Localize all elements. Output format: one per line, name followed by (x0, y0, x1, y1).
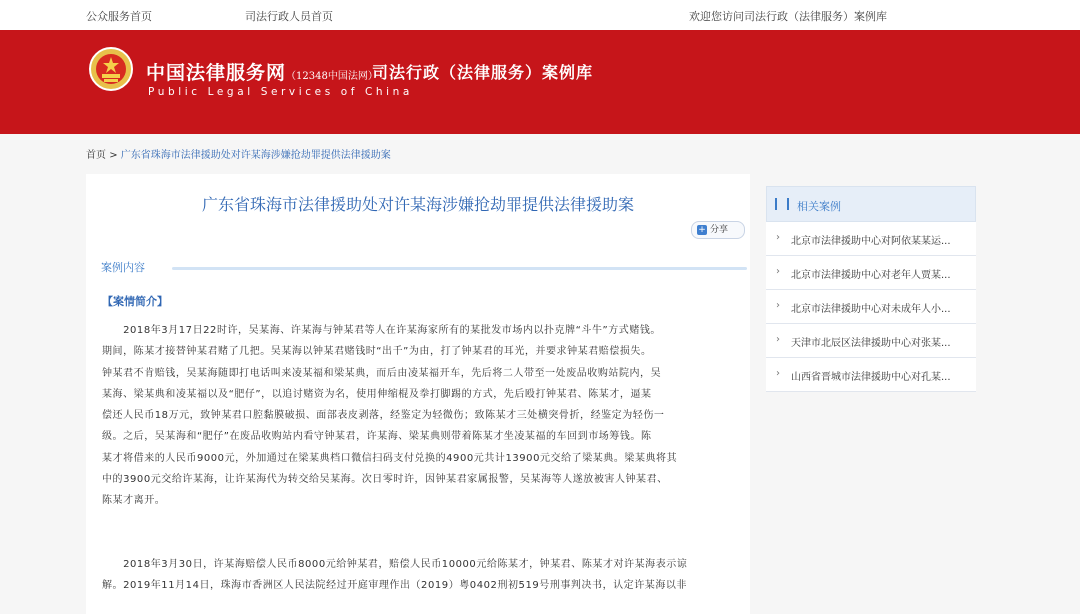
article-panel (86, 174, 750, 614)
text-line: 某海、梁某典和凌某福以及“肥仔”，以追讨赌资为名，使用伸缩棍及拳打脚踢的方式，先后殴打钟某君、陈某才，逼某 (102, 388, 652, 400)
chevron-right-icon: › (776, 368, 780, 379)
share-button[interactable] (691, 221, 745, 239)
text-line: 某才将借来的人民币9000元，外加通过在梁某典档口微信扫码支付兑换的4900元共计13900元交给了梁某典。梁某典将其 (102, 452, 678, 464)
share-plus-icon: + (698, 225, 706, 235)
related-cases-title: 相关案例 (797, 200, 841, 213)
related-case-item[interactable] (766, 324, 976, 358)
related-cases-header (766, 186, 976, 222)
related-case-link[interactable]: 山西省晋城市法律援助中心对孔某... (791, 372, 951, 383)
section-label: 案例内容 (101, 261, 145, 274)
related-case-link[interactable]: 北京市法律援助中心对老年人贾某... (791, 270, 951, 281)
breadcrumb-home[interactable]: 首页 (86, 150, 106, 161)
related-case-item[interactable] (766, 358, 976, 392)
case-intro-heading: 【案情简介】 (102, 295, 168, 308)
text-line: 期间，陈某才接替钟某君赌了几把。吴某海以钟某君赌钱时“出千”为由，打了钟某君的耳光，并要求钟某君赔偿损失。 (102, 346, 652, 358)
paragraph-1 (102, 320, 738, 512)
site-subtitle: 司法行政（法律服务）案例库 (372, 63, 594, 82)
site-name-sub: （12348中国法网） (286, 71, 378, 82)
share-label: 分享 (710, 225, 729, 235)
public-home-link[interactable]: 公众服务首页 (86, 10, 152, 23)
related-case-item[interactable] (766, 290, 976, 324)
national-emblem-icon (88, 46, 134, 92)
breadcrumb (86, 146, 391, 161)
site-name[interactable]: 中国法律服务网（12348中国法网） (146, 62, 378, 84)
text-line: 2018年3月30日，许某海赔偿人民币8000元给钟某君，赔偿人民币10000元给陈某才，钟某君、陈某才对许某海表示谅 (102, 559, 688, 570)
staff-home-link[interactable]: 司法行政人员首页 (245, 10, 333, 23)
related-case-link[interactable]: 天津市北辰区法律援助中心对张某... (791, 338, 951, 349)
chevron-right-icon: › (776, 232, 780, 243)
related-case-item[interactable] (766, 222, 976, 256)
breadcrumb-separator: > (109, 150, 118, 161)
related-case-link[interactable]: 北京市法律援助中心对未成年人小... (791, 304, 951, 315)
top-bar (0, 0, 1080, 30)
text-line: 解。2019年11月14日，珠海市香洲区人民法院经过开庭审理作出（2019）粤0402刑初519号刑事判决书，认定许某海以非 (102, 580, 687, 592)
article-title: 广东省珠海市法律援助处对许某海涉嫌抢劫罪提供法律援助案 (201, 195, 634, 214)
text-line: 级。之后，吴某海和“肥仔”在废品收购站内看守钟某君，许某海、梁某典则带着陈某才坐凌某福的车回到市场筹钱。陈 (102, 431, 652, 443)
text-line: 中的3900元交给许某海，让许某海代为转交给吴某海。次日零时许，因钟某君家属报警，吴某海等人遂放被害人钟某君、 (102, 474, 668, 486)
chevron-right-icon: › (776, 300, 780, 311)
related-case-link[interactable]: 北京市法律援助中心对阿依某某运... (791, 236, 951, 247)
breadcrumb-current[interactable]: 广东省珠海市法律援助处对许某海涉嫌抢劫罪提供法律援助案 (120, 150, 391, 161)
text-line: 2018年3月17日22时许，吴某海、许某海与钟某君等人在许某海家所有的某批发市场内以扑克牌“斗牛”方式赌钱。 (102, 325, 661, 336)
chevron-right-icon: › (776, 266, 780, 277)
site-header (0, 30, 1080, 134)
welcome-text: 欢迎您访问司法行政（法律服务）案例库 (689, 10, 887, 23)
related-case-item[interactable] (766, 256, 976, 290)
text-line: 钟某君不肯赔钱，吴某海随即打电话叫来凌某福和梁某典，而后由凌某福开车，先后将二人带至一处废品收购站院内，吴 (102, 367, 662, 379)
text-line: 偿还人民币18万元，致钟某君口腔黏膜破损、面部表皮剥落，经鉴定为轻微伤；致陈某才三处横突骨折，经鉴定为轻伤一 (102, 410, 665, 422)
chevron-right-icon: › (776, 334, 780, 345)
list-icon (775, 198, 789, 210)
text-line: 陈某才离开。 (102, 495, 166, 507)
paragraph-2 (102, 554, 738, 597)
related-cases-sidebar (766, 186, 976, 392)
section-divider (172, 267, 747, 270)
site-name-english: Public Legal Services of China (148, 86, 413, 98)
